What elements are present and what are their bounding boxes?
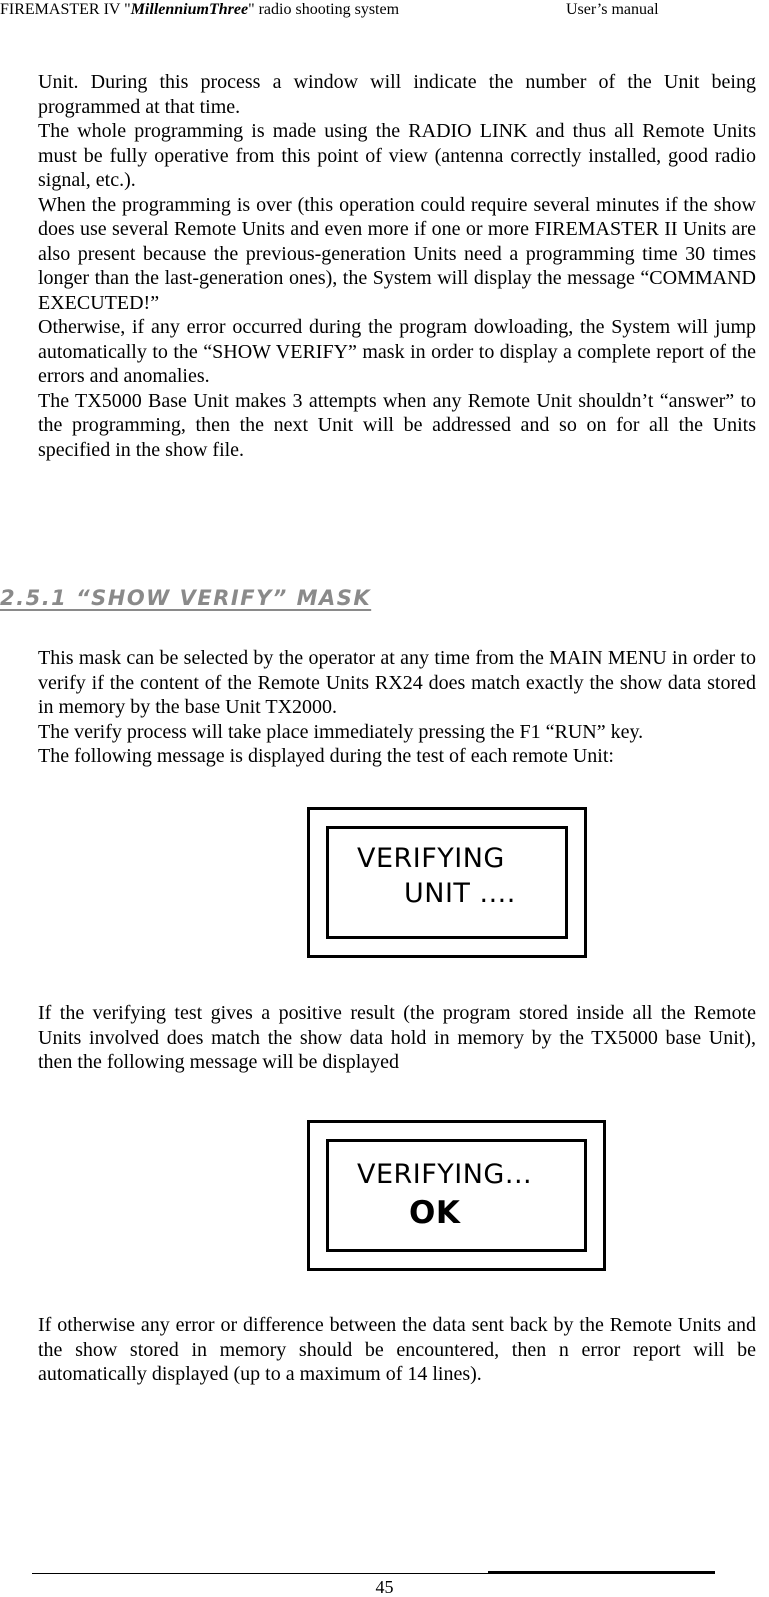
paragraph-verify-process: The verify process will take place immediately pressing the F1 “RUN” key. xyxy=(38,720,644,743)
page-number: 45 xyxy=(375,1577,394,1597)
section-heading-show-verify: 2.5.1 “SHOW VERIFY” MASK xyxy=(0,586,372,610)
header-product-suffix: " radio shooting system xyxy=(248,1,400,18)
paragraph-radio-link: The whole programming is made using the RADIO LINK and thus all Remote Units must be fully operative from this point of view (antenna correctly installed, good radio signal, etc.). xyxy=(38,120,756,191)
paragraph-attempts: The TX5000 Base Unit makes 3 attempts when any Remote Unit shouldn’t “answer” to the programming, then the next Unit will be addressed and so on for all the Units specified in the show file. xyxy=(38,389,756,461)
paragraph-positive-result: If the verifying test gives a positive result (the program stored inside all the Remote Units involved does match the show data hold in memory by the TX5000 base Unit), then the following message will be displayed xyxy=(38,1002,756,1073)
footer-rule-right xyxy=(488,1571,715,1574)
positive-text-block xyxy=(38,1001,756,1075)
header-brand: MillenniumThree xyxy=(130,1,249,18)
lcd-display-verifying-ok xyxy=(307,1120,606,1271)
top-text-block xyxy=(38,70,756,462)
lcd1-line1: VERIFYING xyxy=(357,843,505,874)
paragraph-mask-selection: This mask can be selected by the operator at any time from the MAIN MENU in order to verify if the content of the Remote Units RX24 does match exactly the show data stored in memory by the base Unit TX2000. xyxy=(38,647,756,718)
lcd2-line1: VERIFYING... xyxy=(357,1159,533,1190)
header-manual: User’s manual xyxy=(566,1,659,18)
paragraph-error-jump: Otherwise, if any error occurred during the program dowloading, the System will jump automatically to the “SHOW VERIFY” mask in order to display a complete report of the errors and anomalies. xyxy=(38,316,756,387)
lcd1-line2: UNIT .... xyxy=(404,878,516,909)
page-header xyxy=(0,0,769,20)
paragraph-programming-over: When the programming is over (this operation could require several minutes if the show does use several Remote Units and even more if one or more FIREMASTER II Units are also present because the previous-generation Units need a programming time 30 times longer than the last-generation ones), the System will display the message “COMMAND EXECUTED!” xyxy=(38,193,756,314)
paragraph-following-message: The following message is displayed during the test of each remote Unit: xyxy=(38,745,614,767)
error-text-block xyxy=(38,1313,756,1387)
paragraph-error-report: If otherwise any error or difference between the data sent back by the Remote Units and the show stored in memory should be encountered, then n error report will be automatically displayed (up to a maximum of 14 lines). xyxy=(38,1314,756,1385)
footer-rule-left xyxy=(32,1573,488,1574)
paragraph-unit-programming: Unit. During this process a window will indicate the number of the Unit being programmed at that time. xyxy=(38,71,756,118)
lcd2-line2: OK xyxy=(409,1195,461,1231)
mid-text-block xyxy=(38,646,756,769)
header-product-prefix: FIREMASTER IV " xyxy=(0,1,131,18)
lcd-display-verifying-unit xyxy=(307,807,587,958)
